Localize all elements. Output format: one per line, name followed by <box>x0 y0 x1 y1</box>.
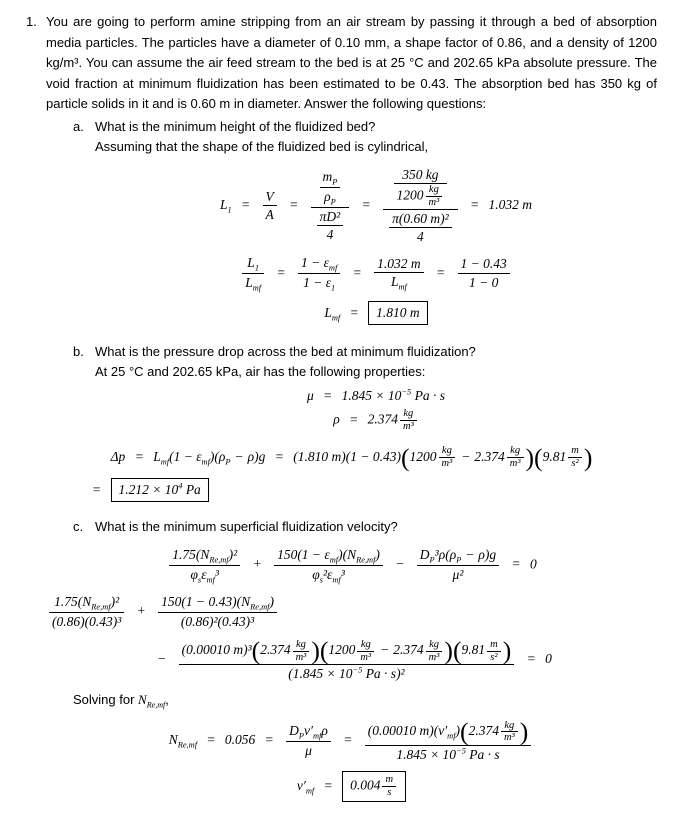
equation-a2 <box>95 254 657 293</box>
unit-fraction: $\frac{kg}{\text{m³}}$ <box>507 445 524 470</box>
fraction-denominator: (0.86)(0.43)³ <box>49 612 124 631</box>
subscript: mf <box>331 313 341 323</box>
equals-sign: = <box>323 777 333 793</box>
fraction <box>417 546 499 584</box>
fraction <box>274 546 383 585</box>
equation-density <box>95 408 657 433</box>
fraction-numerator: π(0.60 m)² <box>392 210 449 226</box>
fraction <box>317 208 344 244</box>
viscosity-unit: Pa · s <box>414 387 445 403</box>
equation-ergun-numeric-2 <box>46 638 657 682</box>
equation-a3-result <box>95 301 657 325</box>
math-token: 2.374 <box>474 448 505 464</box>
subscript: Re,mf <box>250 602 270 612</box>
fraction-denominator: (0.86)²(0.43)³ <box>158 612 277 631</box>
fraction <box>286 722 331 760</box>
fraction-denominator: $\varphi_s^2\varepsilon_{mf}^3$ <box>274 565 383 585</box>
fraction-numerator: $m_P$ <box>322 168 338 187</box>
part-c-question: What is the minimum superficial fluidization velocity? <box>95 518 398 534</box>
subscript: Re,mf <box>177 740 198 750</box>
fraction-numerator: 1.032 m <box>377 255 421 271</box>
fraction <box>383 166 458 246</box>
fraction-numerator: $D_Pv'_{mf}\rho$ <box>289 723 328 741</box>
big-paren: ( <box>400 442 410 472</box>
subscript: 1 <box>227 205 232 215</box>
fraction <box>311 168 350 244</box>
subscript: mf <box>328 263 338 273</box>
equals-sign: = <box>349 305 359 321</box>
fraction-denominator: $1 - \varepsilon_1$ <box>298 273 340 293</box>
subscript: P <box>225 457 231 467</box>
equals-sign: = <box>470 196 480 212</box>
fraction <box>169 546 240 585</box>
equals-sign: = <box>323 387 333 403</box>
math-token: 1200 <box>409 448 437 464</box>
boxed-result-pressure: $1.212 \times 10^4$ Pa <box>111 478 209 502</box>
part-c-body <box>95 517 657 538</box>
equation-velocity-result <box>46 771 657 802</box>
fraction-denominator: A <box>263 205 277 224</box>
subscript: mf <box>398 282 407 292</box>
subscript: mf <box>206 575 215 585</box>
subscript: Re,mf <box>209 555 229 565</box>
subscript: P <box>330 197 336 207</box>
equals-sign: = <box>264 732 274 748</box>
fraction-numerator: $1.75(N_{Re,mf})^2$ <box>172 546 238 565</box>
equation-result: 1.032 m <box>488 196 533 212</box>
comma: , <box>165 692 169 708</box>
superscript: −5 <box>456 746 466 756</box>
subscript: mf <box>201 457 210 467</box>
math-token: g <box>258 448 266 464</box>
math-token: ρ <box>333 411 340 427</box>
part-c <box>73 517 657 538</box>
equals-sign: = <box>526 651 536 667</box>
fraction-denominator <box>383 209 458 246</box>
unit-fraction: $\frac{kg}{\text{m³}}$ <box>501 720 518 745</box>
equals-sign: = <box>436 264 446 280</box>
equals-sign: = <box>511 556 521 572</box>
fraction <box>298 254 340 293</box>
subscript: mf <box>160 457 170 467</box>
fraction <box>263 188 277 224</box>
subscript: P <box>429 555 435 565</box>
subscript: mf <box>329 555 339 565</box>
fraction-numerator <box>311 168 350 207</box>
math-token: ρ <box>218 448 226 464</box>
paren: ) <box>254 448 259 464</box>
math-token: ε <box>196 448 202 464</box>
big-paren: ) <box>525 442 535 472</box>
subscript: P <box>456 555 462 565</box>
equation-ergun-symbolic <box>46 546 657 585</box>
equation-a1 <box>95 166 657 246</box>
fraction-denominator: μ² <box>417 565 499 584</box>
unit-fraction: $\frac{kg}{\text{m³}}$ <box>357 639 374 664</box>
math-token: Δp <box>110 448 126 464</box>
unit-fraction: $\frac{kg}{\text{m³}}$ <box>293 639 310 664</box>
math-token: $N_{Re,mf}$ <box>138 692 166 711</box>
fraction-numerator <box>383 166 458 209</box>
part-b-question: What is the pressure drop across the bed at minimum fluidization? <box>95 343 476 359</box>
fraction <box>365 716 532 763</box>
minus-sign: − <box>234 448 244 464</box>
math-token: 9.81 <box>542 448 567 464</box>
fraction-numerator: 350 kg <box>402 166 439 182</box>
minus-sign: − <box>395 556 405 572</box>
unit-fraction: $\frac{kg}{\text{m³}}$ <box>400 408 417 433</box>
plus-sign: + <box>136 602 146 618</box>
equals-sign: = <box>352 264 362 280</box>
equation-ergun-numeric-1 <box>46 593 657 631</box>
math-token: $L_{mf}$ <box>153 448 170 467</box>
fraction <box>389 210 452 246</box>
equals-sign: = <box>134 448 144 464</box>
subscript: 1 <box>254 263 259 273</box>
fraction <box>394 166 448 209</box>
fraction-denominator: 4 <box>317 225 344 244</box>
fraction-denominator: 4 <box>389 227 452 246</box>
fraction-numerator: πD² <box>319 208 341 224</box>
subscript: mf <box>252 283 262 293</box>
subscript: P <box>298 731 305 741</box>
superscript: −5 <box>352 665 363 675</box>
subscript: s <box>319 575 323 585</box>
fraction-denominator: ($1.845 \times 10^{-5}$ Pa · s)² <box>179 664 515 683</box>
minus-sign: − <box>461 448 471 464</box>
math-token: $L_{mf}$ <box>324 305 341 323</box>
minus-sign: − <box>157 651 167 667</box>
fraction-denominator: $L_{mf}$ <box>374 272 424 292</box>
problem-body <box>46 12 657 810</box>
subscript: Re,mf <box>91 602 111 612</box>
part-a-assumption: Assuming that the shape of the fluidized bed is cylindrical, <box>95 139 429 155</box>
fraction <box>49 593 124 631</box>
unit-fraction: $\frac{m}{\text{s²}}$ <box>568 445 582 470</box>
equals-sign: = <box>289 196 299 212</box>
problem-number: 1. <box>26 14 37 29</box>
density-value: 2.374 <box>367 411 398 427</box>
boxed-result-velocity: 0.004 $\frac{m}{s}$ <box>342 771 406 802</box>
unit-fraction: $\frac{m}{s}$ <box>382 774 396 799</box>
fraction-denominator: $L_{mf}$ <box>242 273 264 293</box>
math-token: $L_1$ <box>219 196 232 215</box>
subscript: P <box>332 177 338 187</box>
fraction-denominator: 1200 $\frac{kg}{\text{m³}}$ <box>394 183 448 209</box>
plus-sign: + <box>252 556 262 572</box>
fraction-numerator: $1.75(N_{Re,mf})^2$ <box>54 593 120 612</box>
fraction-denominator: $\varphi_s\varepsilon_{mf}^3$ <box>169 565 240 585</box>
solving-text: Solving for <box>73 692 135 708</box>
unit-fraction: $\frac{kg}{\text{m³}}$ <box>439 445 456 470</box>
fraction-numerator: (0.00010 m)³(2.374 $\frac{kg}{\text{m³}}$ )(1200 $\frac{kg}{\text{m³}}$ − 2.374 $\frac{kg}{\text{m³}}$ )(9.81 $\frac{m}{\text{s²}}$ ) <box>181 636 512 666</box>
equals-sign: = <box>349 411 359 427</box>
fraction-numerator: $L_1$ <box>247 254 259 273</box>
math-token: 0 <box>530 556 537 572</box>
superscript: −5 <box>401 387 412 397</box>
paren: )( <box>209 448 219 464</box>
part-a-label: a. <box>73 118 84 134</box>
equals-sign: = <box>276 264 286 280</box>
part-a <box>73 117 657 340</box>
subscript: mf <box>332 575 341 585</box>
math-token: 0 <box>545 651 552 667</box>
big-paren: ) <box>583 442 593 472</box>
fraction <box>158 593 277 631</box>
equals-sign: = <box>241 196 251 212</box>
math-token: ρ <box>247 448 255 464</box>
viscosity-value: 1.845 × 10 <box>341 387 402 403</box>
fraction <box>458 255 510 291</box>
equals-sign: = <box>343 732 353 748</box>
unit-fraction: $\frac{kg}{\text{m³}}$ <box>426 184 443 209</box>
equals-sign: = <box>206 732 216 748</box>
math-token: (1.810 m)(1 − 0.43) <box>293 448 401 464</box>
math-token: $N_{Re,mf}$ <box>168 732 198 750</box>
fraction <box>179 638 515 682</box>
equation-reynolds <box>46 716 657 763</box>
subscript: 1 <box>331 283 336 293</box>
reynolds-value: 0.056 <box>224 732 256 748</box>
part-c-label: c. <box>73 518 84 534</box>
solving-statement <box>73 690 657 711</box>
part-b <box>73 342 657 437</box>
part-a-body <box>95 117 657 340</box>
equals-sign: = <box>274 448 284 464</box>
problem-statement: You are going to perform amine stripping from an air stream by passing it through a bed of absorption media particles. The particles have a diameter of 0.10 mm, a shape factor of 0.86, and a density of 1200 kg/m³. You can assume the air feed stream to the bed is at 25 °C and 202.65 kPa absolute pressure. The void fraction at minimum fluidization has been estimated to be 0.43. The absorption bed has 350 kg of particle solids in it and is 0.60 m in diameter. Answer the following questions: <box>46 14 657 112</box>
fraction-numerator: $150(1 - 0.43)(N_{Re,mf})$ <box>161 593 274 612</box>
subscript: Re,mf <box>356 555 376 565</box>
subscript: mf <box>447 731 456 741</box>
subscript: mf <box>305 786 315 796</box>
fraction-denominator <box>311 207 350 244</box>
equation-pressure-result <box>86 478 657 502</box>
unit-fraction: $\frac{kg}{\text{m³}}$ <box>426 639 443 664</box>
fraction-denominator: $\rho_P$ <box>320 187 341 207</box>
problem-1 <box>26 12 657 810</box>
fraction-denominator: μ <box>286 741 331 760</box>
equals-sign: = <box>361 196 371 212</box>
fraction-numerator: (0.00010 $m)(v'_{mf})(2.374$ $\frac{kg}{\text{m³}}$ ) <box>367 716 529 746</box>
fraction-numerator: V <box>265 188 274 204</box>
paren: ( <box>169 448 174 464</box>
math-token: μ <box>307 387 314 403</box>
subscript: s <box>197 575 202 585</box>
fraction-numerator: 1 − 0.43 <box>460 256 507 272</box>
unit-fraction: $\frac{m}{\text{s²}}$ <box>487 639 501 664</box>
part-b-properties-intro: At 25 °C and 202.65 kPa, air has the following properties: <box>95 364 426 380</box>
superscript: 4 <box>178 481 183 491</box>
equals-sign: = <box>92 482 102 498</box>
subscript: mf <box>312 731 322 741</box>
fraction-denominator: 1 − 0 <box>458 273 510 292</box>
fraction-denominator: $1.845 \times 10^{-5}$ Pa · s <box>365 745 532 764</box>
fraction <box>320 168 341 207</box>
fraction-numerator: $150(1 - \varepsilon_{mf})(N_{Re,mf})$ <box>277 546 380 565</box>
fraction-numerator: $D_P^3\rho(\rho_P - \rho)g$ <box>419 547 497 565</box>
big-paren: ( <box>534 442 543 472</box>
part-a-question: What is the minimum height of the fluidized bed? <box>95 118 376 134</box>
fraction <box>374 255 424 293</box>
math-token: $v'_{mf}$ <box>296 777 315 796</box>
part-b-label: b. <box>73 343 84 359</box>
part-b-body <box>95 342 657 437</box>
fraction <box>242 254 264 293</box>
boxed-result-height: 1.810 m <box>368 301 428 325</box>
fraction-numerator: $1 - \varepsilon_{mf}$ <box>300 254 338 273</box>
math-token: 1 − <box>173 448 193 464</box>
equation-viscosity <box>95 387 657 405</box>
subscript: Re,mf <box>146 701 166 711</box>
equation-pressure-drop <box>46 442 657 472</box>
